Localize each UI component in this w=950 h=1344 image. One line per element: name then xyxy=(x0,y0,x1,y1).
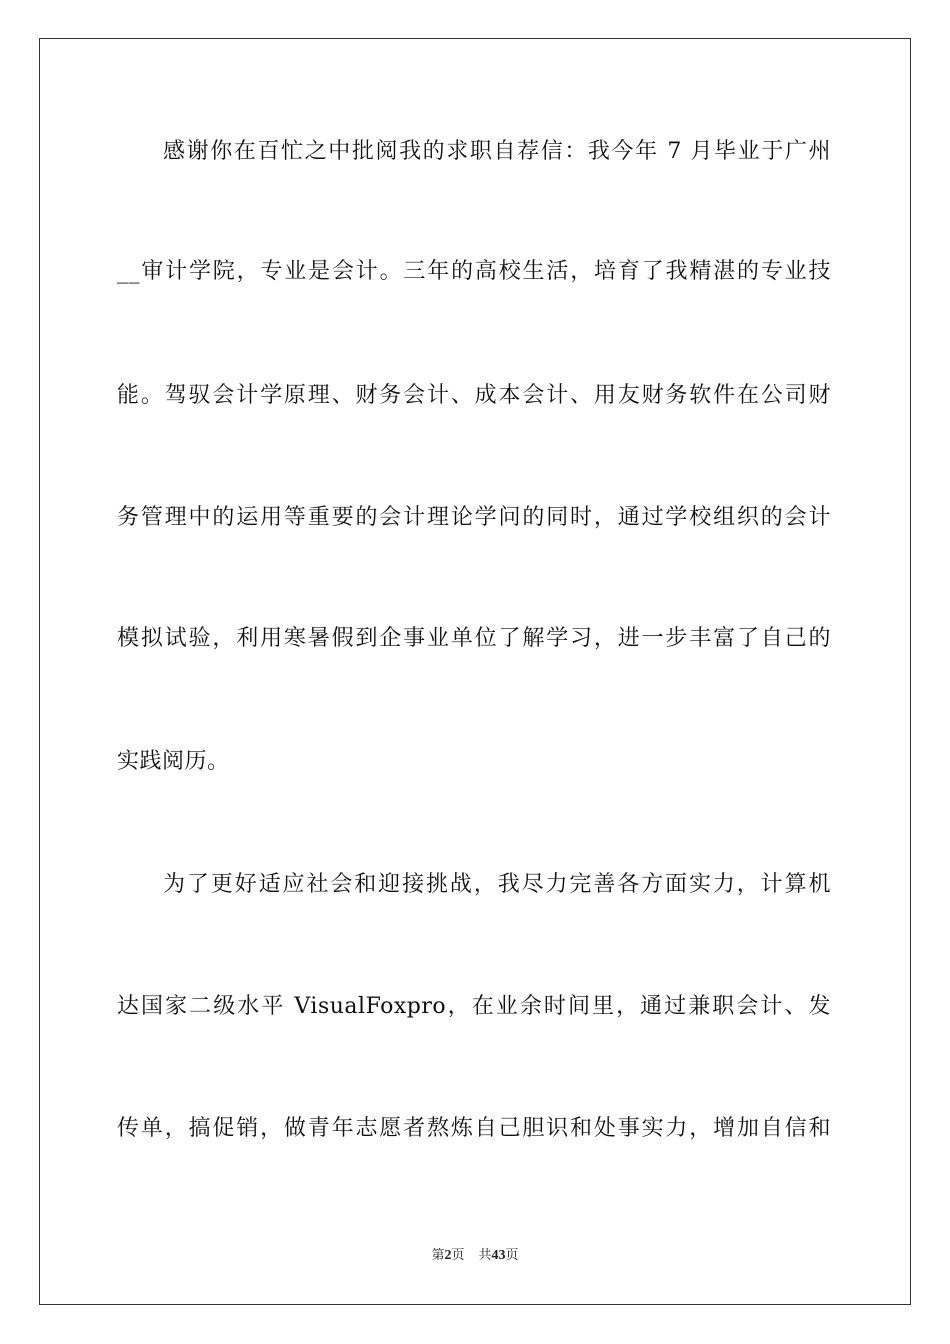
paragraph-1-line-6: 实践阅历。 xyxy=(117,749,230,774)
total-pages: 43 xyxy=(491,1248,506,1263)
paragraph-1-line-2: __审计学院，专业是会计。三年的高校生活，培育了我精湛的专业技 xyxy=(117,259,831,284)
paragraph-1-line-4: 务管理中的运用等重要的会计理论学问的同时，通过学校组织的会计 xyxy=(117,505,831,530)
page-number: 2 xyxy=(444,1248,452,1263)
paragraph-1-line-1: 感谢你在百忙之中批阅我的求职自荐信：我今年 7 月毕业于广州 xyxy=(163,139,831,164)
paragraph-1-line-3: 能。驾驭会计学原理、财务会计、成本会计、用友财务软件在公司财 xyxy=(117,383,831,408)
paragraph-2-line-3: 传单，搞促销，做青年志愿者熬炼自己胆识和处事实力，增加自信和 xyxy=(117,1116,831,1141)
paragraph-1-line-5: 模拟试验，利用寒暑假到企事业单位了解学习，进一步丰富了自己的 xyxy=(117,626,831,651)
page-prefix: 第 xyxy=(431,1248,445,1263)
paragraph-2-line-2: 达国家二级水平 VisualFoxpro，在业余时间里，通过兼职会计、发 xyxy=(117,994,831,1019)
paragraph-2-line-1: 为了更好适应社会和迎接挑战，我尽力完善各方面实力，计算机 xyxy=(163,872,831,897)
total-prefix: 共 xyxy=(478,1248,492,1263)
page-suffix: 页 xyxy=(451,1248,465,1263)
page-footer xyxy=(0,1247,950,1265)
total-suffix: 页 xyxy=(505,1248,519,1263)
